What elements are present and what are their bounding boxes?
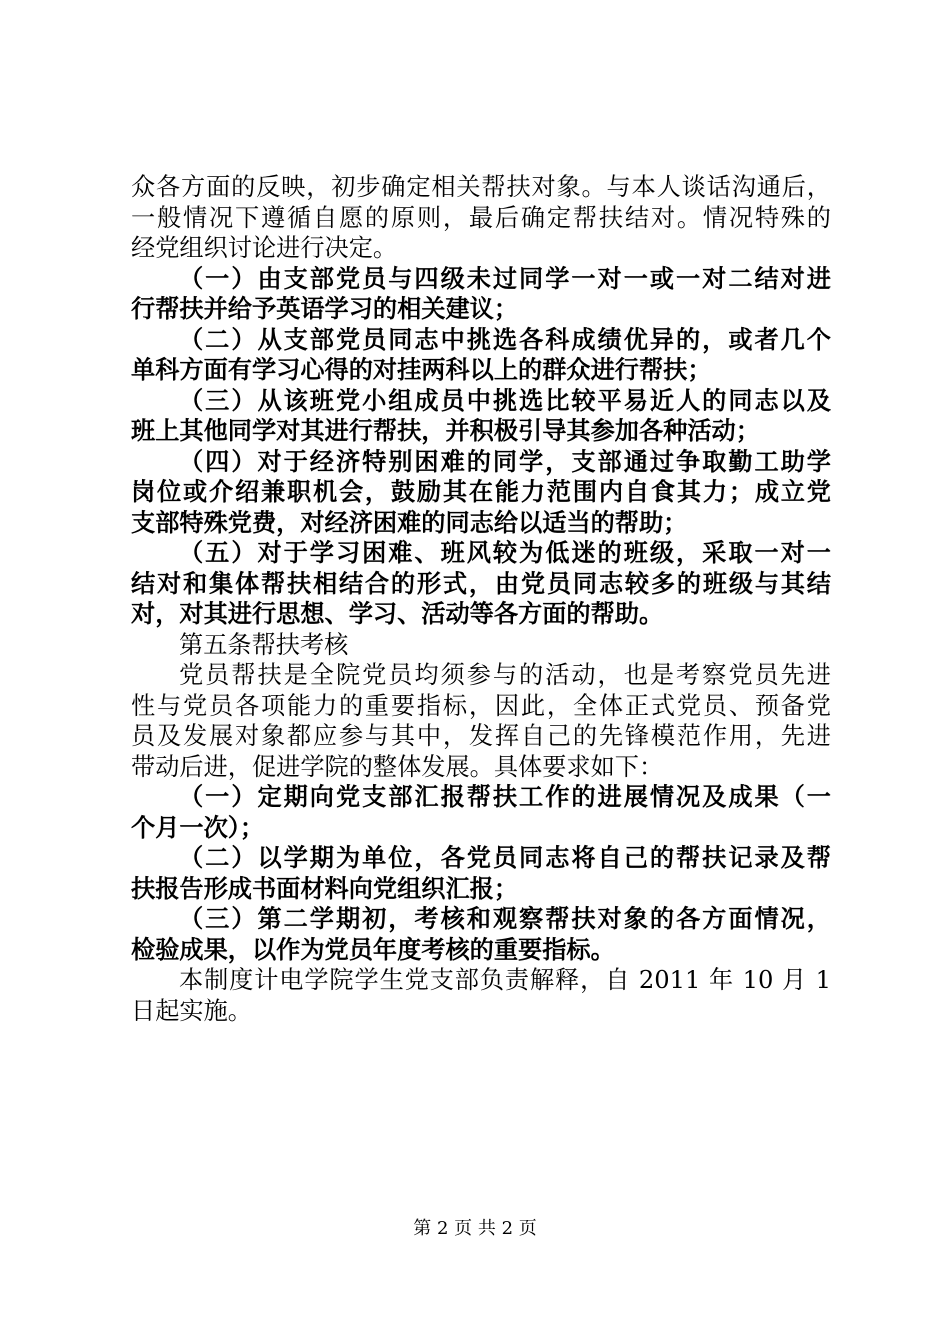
text-line: 带动后进，促进学院的整体发展。具体要求如下： [131,752,664,781]
text-line: 单科方面有学习心得的对挂两科以上的群众进行帮扶； [131,356,712,384]
paragraph [131,904,831,965]
text-line: 扶报告形成书面材料向党组织汇报； [131,874,519,903]
text-line: （四）对于经济特别困难的同学，支部通过争取勤工助学 [179,447,831,476]
paragraph [131,172,831,264]
text-line: 党员帮扶是全院党员均须参与的活动，也是考察党员先进 [179,661,831,689]
text-line: （五）对于学习困难、班风较为低迷的班级，采取一对一 [179,539,831,567]
paragraph [131,325,831,386]
text-line: 结对和集体帮扶相结合的形式，由党员同志较多的班级与其结 [131,569,831,598]
text-line: 岗位或介绍兼职机会，鼓励其在能力范围内自食其力；成立党 [131,478,831,506]
text-line: （一）定期向党支部汇报帮扶工作的进展情况及成果（一 [179,783,831,811]
text-line: 支部特殊党费，对经济困难的同志给以适当的帮助； [131,508,688,537]
text-line: 第五条帮扶考核 [179,630,349,659]
paragraph [131,386,831,447]
text-line: 班上其他同学对其进行帮扶，并积极引导其参加各种活动； [131,417,760,445]
text-line: 个月一次）； [131,813,265,842]
text-line: （一）由支部党员与四级未过同学一对一或一对二结对进 [179,264,831,293]
text-line: 众各方面的反映，初步确定相关帮扶对象。与本人谈话沟通后， [131,173,831,201]
paragraph [131,264,831,325]
text-line: （三）第二学期初，考核和观察帮扶对象的各方面情况， [179,905,831,933]
paragraph [131,965,831,1026]
text-line: 一般情况下遵循自愿的原则，最后确定帮扶结对。情况特殊的 [131,203,831,232]
text-line: 行帮扶并给予英语学习的相关建议； [131,295,519,323]
text-line: （三）从该班党小组成员中挑选比较平易近人的同志以及 [179,386,831,415]
paragraph [131,782,831,843]
paragraph [131,538,831,630]
paragraph [131,660,831,782]
text-line: （二）以学期为单位，各党员同志将自己的帮扶记录及帮 [179,844,831,872]
paragraph [131,630,831,661]
text-line: 日起实施。 [131,996,252,1025]
text-line: 员及发展对象都应参与其中，发挥自己的先锋模范作用，先进 [131,722,831,750]
document-body [131,172,831,1026]
text-line: 经党组织讨论进行决定。 [131,234,398,262]
text-line: 本制度计电学院学生党支部负责解释，自 2011 年 10 月 1 [179,966,831,994]
text-line: 检验成果，以作为党员年度考核的重要指标。 [131,935,615,964]
text-line: 性与党员各项能力的重要指标，因此，全体正式党员、预备党 [131,691,831,720]
text-line: （二）从支部党员同志中挑选各科成绩优异的，或者几个 [179,325,831,354]
paragraph [131,843,831,904]
paragraph [131,447,831,539]
text-line: 对，对其进行思想、学习、活动等各方面的帮助。 [131,600,664,628]
page-footer: 第 2 页 共 2 页 [413,1218,537,1239]
